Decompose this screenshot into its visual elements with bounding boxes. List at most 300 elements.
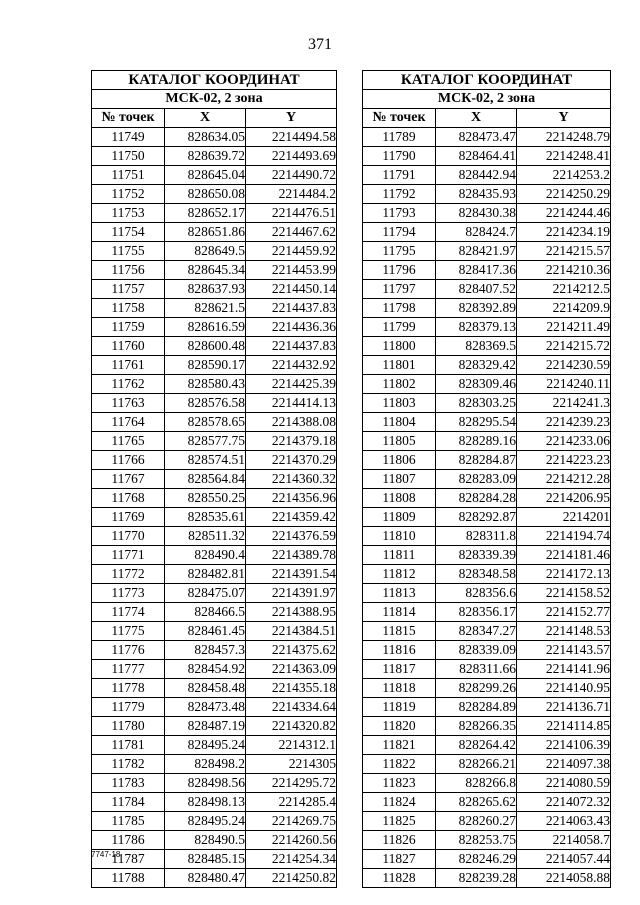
y-coordinate-cell: 2214494.58: [246, 128, 337, 147]
table-row: [92, 166, 337, 185]
x-coordinate-cell: 828550.25: [165, 489, 246, 508]
x-coordinate-cell: 828485.15: [165, 850, 246, 869]
x-coordinate-cell: 828464.41: [436, 147, 517, 166]
y-coordinate-cell: 2214363.09: [246, 660, 337, 679]
table-row: [92, 698, 337, 717]
column-header-y: Y: [517, 109, 611, 128]
point-number-cell: 11776: [92, 641, 165, 660]
page-number: 371: [308, 36, 332, 53]
table-row: [92, 375, 337, 394]
table-row: [92, 774, 337, 793]
x-coordinate-cell: 828356.6: [436, 584, 517, 603]
point-number-cell: 11822: [363, 755, 436, 774]
table-row: [92, 869, 337, 888]
x-coordinate-cell: 828369.5: [436, 337, 517, 356]
table-row: [363, 508, 611, 527]
table-row: [92, 850, 337, 869]
point-number-cell: 11798: [363, 299, 436, 318]
table-row: [363, 204, 611, 223]
table-row: [363, 698, 611, 717]
y-coordinate-cell: 2214453.99: [246, 261, 337, 280]
table-row: [92, 508, 337, 527]
x-coordinate-cell: 828645.34: [165, 261, 246, 280]
y-coordinate-cell: 2214269.75: [246, 812, 337, 831]
x-coordinate-cell: 828650.08: [165, 185, 246, 204]
point-number-cell: 11811: [363, 546, 436, 565]
table-body: [363, 128, 611, 888]
x-coordinate-cell: 828265.62: [436, 793, 517, 812]
point-number-cell: 11801: [363, 356, 436, 375]
point-number-cell: 11789: [363, 128, 436, 147]
point-number-cell: 11809: [363, 508, 436, 527]
y-coordinate-cell: 2214391.97: [246, 584, 337, 603]
table-zone: МСК-02, 2 зона: [92, 90, 337, 109]
point-number-cell: 11765: [92, 432, 165, 451]
x-coordinate-cell: 828266.8: [436, 774, 517, 793]
x-coordinate-cell: 828421.97: [436, 242, 517, 261]
table-row: [363, 166, 611, 185]
x-coordinate-cell: 828329.42: [436, 356, 517, 375]
table-body: [92, 128, 337, 888]
x-coordinate-cell: 828454.92: [165, 660, 246, 679]
point-number-cell: 11787: [92, 850, 165, 869]
table-row: [363, 470, 611, 489]
x-coordinate-cell: 828495.24: [165, 736, 246, 755]
x-coordinate-cell: 828473.48: [165, 698, 246, 717]
y-coordinate-cell: 2214080.59: [517, 774, 611, 793]
table-row: [363, 299, 611, 318]
point-number-cell: 11824: [363, 793, 436, 812]
table-row: [363, 394, 611, 413]
table-row: [92, 261, 337, 280]
y-coordinate-cell: 2214063.43: [517, 812, 611, 831]
table-row: [363, 679, 611, 698]
y-coordinate-cell: 2214437.83: [246, 337, 337, 356]
y-coordinate-cell: 2214148.53: [517, 622, 611, 641]
point-number-cell: 11794: [363, 223, 436, 242]
x-coordinate-cell: 828339.09: [436, 641, 517, 660]
y-coordinate-cell: 2214114.85: [517, 717, 611, 736]
point-number-cell: 11762: [92, 375, 165, 394]
x-coordinate-cell: 828649.5: [165, 242, 246, 261]
y-coordinate-cell: 2214260.56: [246, 831, 337, 850]
point-number-cell: 11768: [92, 489, 165, 508]
point-number-cell: 11819: [363, 698, 436, 717]
x-coordinate-cell: 828490.4: [165, 546, 246, 565]
table-row: [92, 603, 337, 622]
y-coordinate-cell: 2214181.46: [517, 546, 611, 565]
table-row: [363, 755, 611, 774]
y-coordinate-cell: 2214391.54: [246, 565, 337, 584]
y-coordinate-cell: 2214432.92: [246, 356, 337, 375]
table-row: [363, 546, 611, 565]
x-coordinate-cell: 828311.8: [436, 527, 517, 546]
y-coordinate-cell: 2214206.95: [517, 489, 611, 508]
x-coordinate-cell: 828457.3: [165, 641, 246, 660]
table-row: [363, 375, 611, 394]
x-coordinate-cell: 828495.24: [165, 812, 246, 831]
y-coordinate-cell: 2214215.57: [517, 242, 611, 261]
y-coordinate-cell: 2214295.72: [246, 774, 337, 793]
point-number-cell: 11816: [363, 641, 436, 660]
x-coordinate-cell: 828616.59: [165, 318, 246, 337]
point-number-cell: 11779: [92, 698, 165, 717]
point-number-cell: 11802: [363, 375, 436, 394]
point-number-cell: 11773: [92, 584, 165, 603]
x-coordinate-cell: 828473.47: [436, 128, 517, 147]
point-number-cell: 11766: [92, 451, 165, 470]
y-coordinate-cell: 2214248.79: [517, 128, 611, 147]
x-coordinate-cell: 828311.66: [436, 660, 517, 679]
point-number-cell: 11786: [92, 831, 165, 850]
y-coordinate-cell: 2214106.39: [517, 736, 611, 755]
coordinate-catalog-table-left: [91, 70, 337, 888]
table-row: [92, 660, 337, 679]
table-row: [363, 527, 611, 546]
table-row: [363, 356, 611, 375]
table-row: [92, 318, 337, 337]
table-row: [363, 261, 611, 280]
y-coordinate-cell: 2214234.19: [517, 223, 611, 242]
table-row: [363, 413, 611, 432]
y-coordinate-cell: 2214141.96: [517, 660, 611, 679]
point-number-cell: 11799: [363, 318, 436, 337]
y-coordinate-cell: 2214058.88: [517, 869, 611, 888]
y-coordinate-cell: 2214244.46: [517, 204, 611, 223]
y-coordinate-cell: 2214210.36: [517, 261, 611, 280]
y-coordinate-cell: 2214414.13: [246, 394, 337, 413]
x-coordinate-cell: 828475.07: [165, 584, 246, 603]
x-coordinate-cell: 828651.86: [165, 223, 246, 242]
x-coordinate-cell: 828487.19: [165, 717, 246, 736]
y-coordinate-cell: 2214250.29: [517, 185, 611, 204]
y-coordinate-cell: 2214459.92: [246, 242, 337, 261]
point-number-cell: 11823: [363, 774, 436, 793]
point-number-cell: 11817: [363, 660, 436, 679]
table-row: [92, 204, 337, 223]
y-coordinate-cell: 2214305: [246, 755, 337, 774]
point-number-cell: 11778: [92, 679, 165, 698]
table-row: [363, 793, 611, 812]
x-coordinate-cell: 828284.28: [436, 489, 517, 508]
point-number-cell: 11760: [92, 337, 165, 356]
y-coordinate-cell: 2214370.29: [246, 451, 337, 470]
table-row: [363, 242, 611, 261]
y-coordinate-cell: 2214158.52: [517, 584, 611, 603]
x-coordinate-cell: 828435.93: [436, 185, 517, 204]
table-row: [363, 318, 611, 337]
y-coordinate-cell: 2214248.41: [517, 147, 611, 166]
point-number-cell: 11808: [363, 489, 436, 508]
x-coordinate-cell: 828511.32: [165, 527, 246, 546]
table-row: [363, 603, 611, 622]
column-header-x: X: [165, 109, 246, 128]
point-number-cell: 11792: [363, 185, 436, 204]
y-coordinate-cell: 2214388.08: [246, 413, 337, 432]
x-coordinate-cell: 828600.48: [165, 337, 246, 356]
table-row: [363, 831, 611, 850]
table-row: [363, 489, 611, 508]
point-number-cell: 11797: [363, 280, 436, 299]
point-number-cell: 11758: [92, 299, 165, 318]
x-coordinate-cell: 828407.52: [436, 280, 517, 299]
x-coordinate-cell: 828299.26: [436, 679, 517, 698]
y-coordinate-cell: 2214379.18: [246, 432, 337, 451]
y-coordinate-cell: 2214254.34: [246, 850, 337, 869]
table-row: [363, 128, 611, 147]
point-number-cell: 11821: [363, 736, 436, 755]
point-number-cell: 11827: [363, 850, 436, 869]
table-row: [363, 337, 611, 356]
x-coordinate-cell: 828498.13: [165, 793, 246, 812]
table-row: [92, 451, 337, 470]
table-row: [363, 812, 611, 831]
x-coordinate-cell: 828466.5: [165, 603, 246, 622]
table-row: [92, 679, 337, 698]
table-row: [92, 831, 337, 850]
y-coordinate-cell: 2214312.1: [246, 736, 337, 755]
table-row: [363, 869, 611, 888]
point-number-cell: 11785: [92, 812, 165, 831]
point-number-cell: 11759: [92, 318, 165, 337]
table-row: [363, 850, 611, 869]
point-number-cell: 11780: [92, 717, 165, 736]
y-coordinate-cell: 2214375.62: [246, 641, 337, 660]
x-coordinate-cell: 828637.93: [165, 280, 246, 299]
y-coordinate-cell: 2214253.2: [517, 166, 611, 185]
table-row: [92, 527, 337, 546]
table-row: [92, 736, 337, 755]
point-number-cell: 11815: [363, 622, 436, 641]
table-row: [363, 185, 611, 204]
x-coordinate-cell: 828535.61: [165, 508, 246, 527]
y-coordinate-cell: 2214209.9: [517, 299, 611, 318]
x-coordinate-cell: 828253.75: [436, 831, 517, 850]
x-coordinate-cell: 828577.75: [165, 432, 246, 451]
point-number-cell: 11791: [363, 166, 436, 185]
y-coordinate-cell: 2214212.28: [517, 470, 611, 489]
point-number-cell: 11820: [363, 717, 436, 736]
coordinate-catalog-table-right: [362, 70, 611, 888]
y-coordinate-cell: 2214356.96: [246, 489, 337, 508]
point-number-cell: 11806: [363, 451, 436, 470]
x-coordinate-cell: 828284.87: [436, 451, 517, 470]
y-coordinate-cell: 2214384.51: [246, 622, 337, 641]
x-coordinate-cell: 828652.17: [165, 204, 246, 223]
y-coordinate-cell: 2214388.95: [246, 603, 337, 622]
x-coordinate-cell: 828645.04: [165, 166, 246, 185]
table-row: [363, 565, 611, 584]
x-coordinate-cell: 828424.7: [436, 223, 517, 242]
y-coordinate-cell: 2214143.57: [517, 641, 611, 660]
point-number-cell: 11756: [92, 261, 165, 280]
y-coordinate-cell: 2214450.14: [246, 280, 337, 299]
y-coordinate-cell: 2214240.11: [517, 375, 611, 394]
y-coordinate-cell: 2214355.18: [246, 679, 337, 698]
x-coordinate-cell: 828498.2: [165, 755, 246, 774]
y-coordinate-cell: 2214233.06: [517, 432, 611, 451]
y-coordinate-cell: 2214484.2: [246, 185, 337, 204]
y-coordinate-cell: 2214285.4: [246, 793, 337, 812]
y-coordinate-cell: 2214212.5: [517, 280, 611, 299]
table-row: [92, 546, 337, 565]
point-number-cell: 11825: [363, 812, 436, 831]
table-row: [363, 622, 611, 641]
x-coordinate-cell: 828347.27: [436, 622, 517, 641]
x-coordinate-cell: 828246.29: [436, 850, 517, 869]
x-coordinate-cell: 828284.89: [436, 698, 517, 717]
y-coordinate-cell: 2214072.32: [517, 793, 611, 812]
table-row: [92, 584, 337, 603]
table-row: [92, 223, 337, 242]
table-row: [363, 774, 611, 793]
point-number-cell: 11777: [92, 660, 165, 679]
x-coordinate-cell: 828639.72: [165, 147, 246, 166]
table-row: [363, 584, 611, 603]
x-coordinate-cell: 828458.48: [165, 679, 246, 698]
y-coordinate-cell: 2214320.82: [246, 717, 337, 736]
x-coordinate-cell: 828580.43: [165, 375, 246, 394]
point-number-cell: 11753: [92, 204, 165, 223]
point-number-cell: 11796: [363, 261, 436, 280]
y-coordinate-cell: 2214359.42: [246, 508, 337, 527]
y-coordinate-cell: 2214467.62: [246, 223, 337, 242]
point-number-cell: 11767: [92, 470, 165, 489]
x-coordinate-cell: 828266.35: [436, 717, 517, 736]
table-row: [92, 299, 337, 318]
column-header-y: Y: [246, 109, 337, 128]
table-row: [92, 432, 337, 451]
x-coordinate-cell: 828356.17: [436, 603, 517, 622]
x-coordinate-cell: 828490.5: [165, 831, 246, 850]
table-row: [92, 812, 337, 831]
point-number-cell: 11803: [363, 394, 436, 413]
y-coordinate-cell: 2214097.38: [517, 755, 611, 774]
point-number-cell: 11757: [92, 280, 165, 299]
table-row: [363, 717, 611, 736]
y-coordinate-cell: 2214476.51: [246, 204, 337, 223]
x-coordinate-cell: 828634.05: [165, 128, 246, 147]
table-row: [92, 337, 337, 356]
table-row: [92, 489, 337, 508]
point-number-cell: 11812: [363, 565, 436, 584]
point-number-cell: 11761: [92, 356, 165, 375]
table-row: [92, 717, 337, 736]
x-coordinate-cell: 828574.51: [165, 451, 246, 470]
x-coordinate-cell: 828283.09: [436, 470, 517, 489]
table-row: [92, 622, 337, 641]
x-coordinate-cell: 828442.94: [436, 166, 517, 185]
table-row: [92, 147, 337, 166]
table-row: [92, 356, 337, 375]
point-number-cell: 11751: [92, 166, 165, 185]
y-coordinate-cell: 2214490.72: [246, 166, 337, 185]
table-row: [92, 565, 337, 584]
point-number-cell: 11784: [92, 793, 165, 812]
table-row: [92, 394, 337, 413]
x-coordinate-cell: 828264.42: [436, 736, 517, 755]
x-coordinate-cell: 828578.65: [165, 413, 246, 432]
y-coordinate-cell: 2214436.36: [246, 318, 337, 337]
table-row: [92, 641, 337, 660]
point-number-cell: 11770: [92, 527, 165, 546]
y-coordinate-cell: 2214334.64: [246, 698, 337, 717]
point-number-cell: 11755: [92, 242, 165, 261]
point-number-cell: 11775: [92, 622, 165, 641]
y-coordinate-cell: 2214360.32: [246, 470, 337, 489]
table-row: [363, 280, 611, 299]
x-coordinate-cell: 828564.84: [165, 470, 246, 489]
point-number-cell: 11828: [363, 869, 436, 888]
y-coordinate-cell: 2214194.74: [517, 527, 611, 546]
point-number-cell: 11826: [363, 831, 436, 850]
x-coordinate-cell: 828430.38: [436, 204, 517, 223]
y-coordinate-cell: 2214172.13: [517, 565, 611, 584]
x-coordinate-cell: 828621.5: [165, 299, 246, 318]
table-row: [92, 755, 337, 774]
point-number-cell: 11763: [92, 394, 165, 413]
point-number-cell: 11793: [363, 204, 436, 223]
x-coordinate-cell: 828480.47: [165, 869, 246, 888]
point-number-cell: 11795: [363, 242, 436, 261]
table-row: [363, 432, 611, 451]
y-coordinate-cell: 2214215.72: [517, 337, 611, 356]
table-row: [363, 451, 611, 470]
point-number-cell: 11769: [92, 508, 165, 527]
x-coordinate-cell: 828392.89: [436, 299, 517, 318]
x-coordinate-cell: 828498.56: [165, 774, 246, 793]
y-coordinate-cell: 2214493.69: [246, 147, 337, 166]
y-coordinate-cell: 2214211.49: [517, 318, 611, 337]
x-coordinate-cell: 828295.54: [436, 413, 517, 432]
x-coordinate-cell: 828309.46: [436, 375, 517, 394]
x-coordinate-cell: 828417.36: [436, 261, 517, 280]
point-number-cell: 11813: [363, 584, 436, 603]
point-number-cell: 11818: [363, 679, 436, 698]
point-number-cell: 11783: [92, 774, 165, 793]
y-coordinate-cell: 2214250.82: [246, 869, 337, 888]
table-row: [92, 128, 337, 147]
y-coordinate-cell: 2214425.39: [246, 375, 337, 394]
y-coordinate-cell: 2214239.23: [517, 413, 611, 432]
point-number-cell: 11781: [92, 736, 165, 755]
table-row: [92, 413, 337, 432]
table-row: [363, 641, 611, 660]
y-coordinate-cell: 2214201: [517, 508, 611, 527]
point-number-cell: 11804: [363, 413, 436, 432]
point-number-cell: 11774: [92, 603, 165, 622]
y-coordinate-cell: 2214389.78: [246, 546, 337, 565]
x-coordinate-cell: 828590.17: [165, 356, 246, 375]
point-number-cell: 11814: [363, 603, 436, 622]
table-zone: МСК-02, 2 зона: [363, 90, 611, 109]
table-row: [92, 793, 337, 812]
x-coordinate-cell: 828576.58: [165, 394, 246, 413]
x-coordinate-cell: 828348.58: [436, 565, 517, 584]
y-coordinate-cell: 2214223.23: [517, 451, 611, 470]
table-row: [92, 280, 337, 299]
x-coordinate-cell: 828260.27: [436, 812, 517, 831]
point-number-cell: 11752: [92, 185, 165, 204]
column-header-x: X: [436, 109, 517, 128]
y-coordinate-cell: 2214152.77: [517, 603, 611, 622]
y-coordinate-cell: 2214057.44: [517, 850, 611, 869]
table-row: [92, 185, 337, 204]
point-number-cell: 11771: [92, 546, 165, 565]
point-number-cell: 11782: [92, 755, 165, 774]
point-number-cell: 11764: [92, 413, 165, 432]
x-coordinate-cell: 828339.39: [436, 546, 517, 565]
